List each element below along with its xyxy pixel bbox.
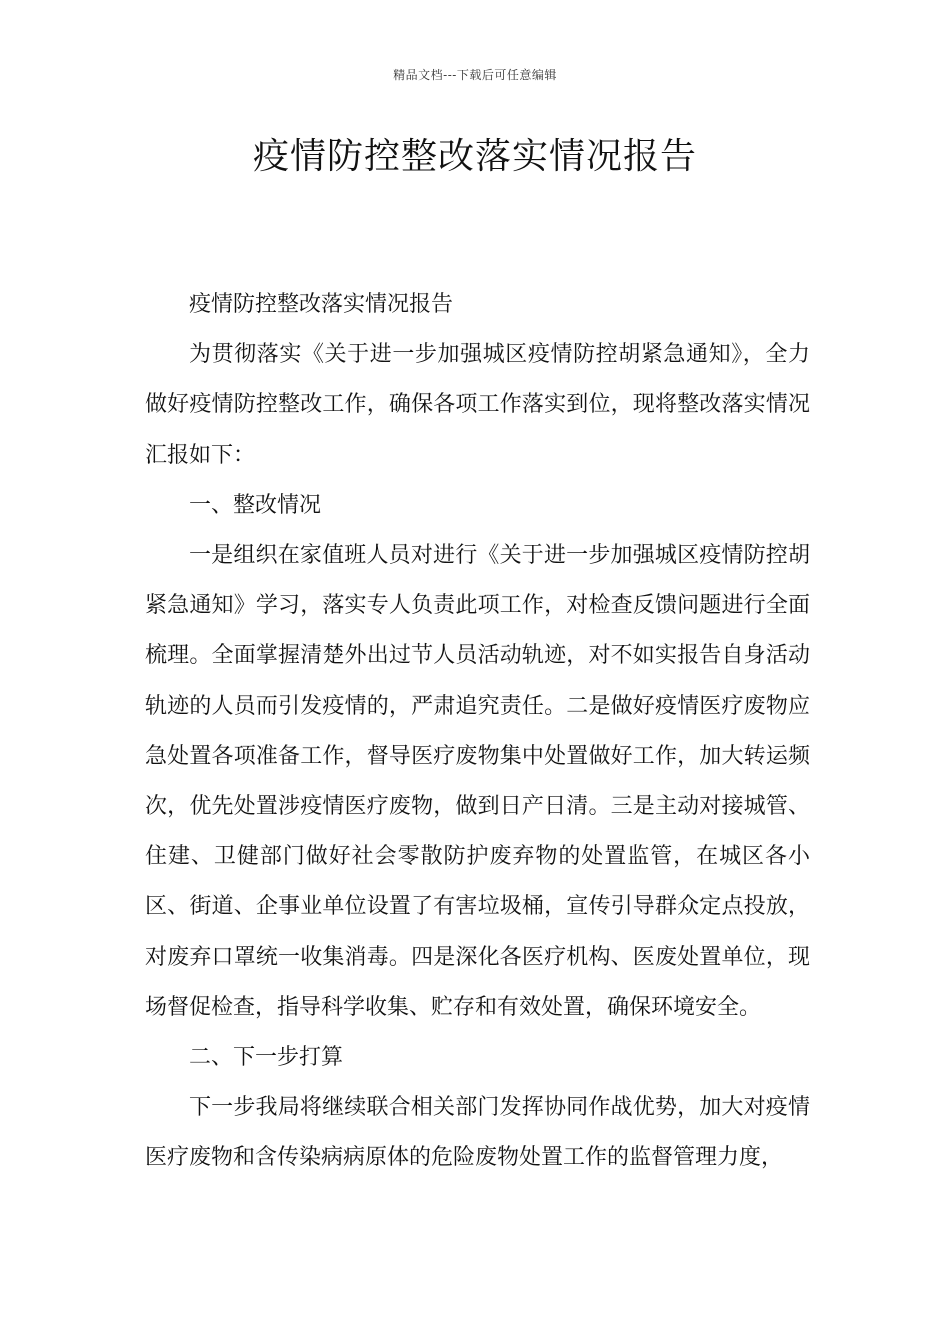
paragraph-intro: 为贯彻落实《关于进一步加强城区疫情防控胡紧急通知》，全力做好疫情防控整改工作，确保各项工作落实到位，现将整改落实情况汇报如下： xyxy=(145,342,810,468)
document-title: 疫情防控整改落实情况报告 xyxy=(252,136,697,177)
paragraph-rectification-details: 一是组织在家值班人员对进行《关于进一步加强城区疫情防控胡紧急通知》学习，落实专人负责此项工作，对检查反馈问题进行全面梳理。全面掌握清楚外出过节人员活动轨迹，对不如实报告自身活动轨迹的人员而引发疫情的，严肃追究责任。二是做好疫情医疗废物应急处置各项准备工作，督导医疗废物集中处置做好工作，加大转运频次，优先处置涉疫情医疗废物，做到日产日清。三是主动对接城管、住建、卫健部门做好社会零散防护废弃物的处置监管，在城区各小区、街道、企事业单位设置了有害垃圾桶，宣传引导群众定点投放，对废弃口罩统一收集消毒。四是深化各医疗机构、医废处置单位，现场督促检查，指导科学收集、贮存和有效处置，确保环境安全。 xyxy=(145,543,810,1020)
section-heading-next-steps: 二、下一步打算 xyxy=(189,1045,344,1071)
document-body xyxy=(145,280,810,1184)
paragraph-next-steps: 下一步我局将继续联合相关部门发挥协同作战优势，加大对疫情医疗废物和含传染病病原体的危险废物处置工作的监督管理力度， xyxy=(145,1095,810,1171)
section-heading-rectification: 一、整改情况 xyxy=(189,492,322,518)
paragraph-subtitle: 疫情防控整改落实情况报告 xyxy=(189,292,454,317)
header-note: 精品文档---下载后可任意编辑 xyxy=(393,68,557,82)
